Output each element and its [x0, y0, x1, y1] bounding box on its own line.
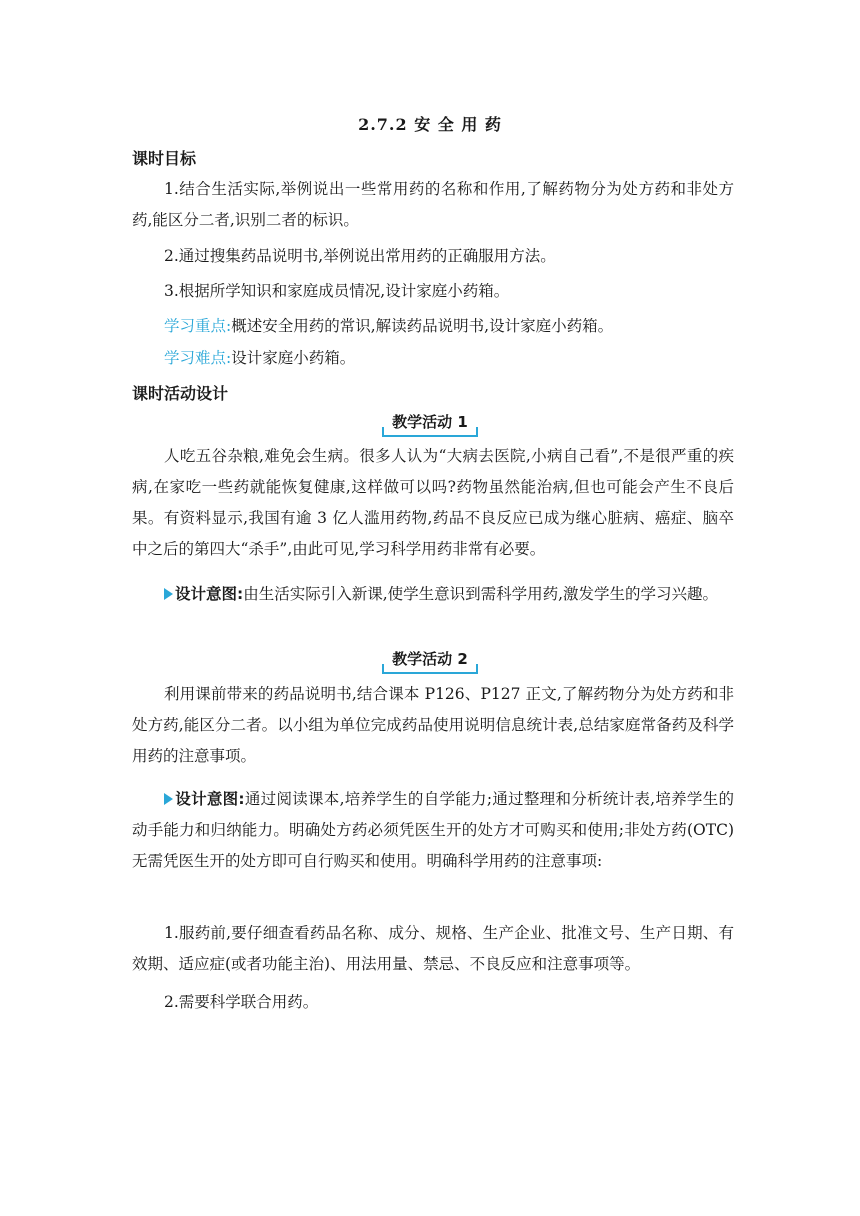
- learning-difficulty-label: 学习难点:: [164, 349, 232, 367]
- activity-2-header: [0, 648, 860, 674]
- activity-2-intent-label: 设计意图:: [175, 790, 245, 808]
- learning-difficulty: [164, 343, 355, 374]
- activity-1-header: [0, 411, 860, 437]
- activity-2-text: 利用课前带来的药品说明书,结合课本 P126、P127 正文,了解药物分为处方药和非处方药,能区分二者。以小组为单位完成药品使用说明信息统计表,总结家庭常备药及科学用药的注意事项。: [132, 685, 734, 765]
- objective-item-3: 3.根据所学知识和家庭成员情况,设计家庭小药箱。: [164, 282, 510, 300]
- section-heading-activities: 课时活动设计: [132, 384, 229, 403]
- activity-2-label: 教学活动 2: [384, 648, 476, 674]
- triangle-marker-icon: [164, 793, 173, 805]
- activity-1-intent: [132, 579, 734, 610]
- activity-1-label: 教学活动 1: [384, 411, 476, 437]
- activity-1-text: 人吃五谷杂粮,难免会生病。很多人认为“大病去医院,小病自己看”,不是很严重的疾病,在家吃一些药就能恢复健康,这样做可以吗?药物虽然能治病,但也可能会产生不良后果。有资料显示,我国有逾 3 亿人滥用药物,药品不良反应已成为继心脏病、癌症、脑卒中之后的第四大“杀手”,由此可见,学习科学用药非常有必要。: [132, 447, 734, 558]
- learning-focus-label: 学习重点:: [164, 317, 232, 335]
- activity-1-intent-label: 设计意图:: [175, 585, 244, 603]
- learning-focus-text: 概述安全用药的常识,解读药品说明书,设计家庭小药箱。: [231, 317, 614, 335]
- activity-2-intent-text: 通过阅读课本,培养学生的自学能力;通过整理和分析统计表,培养学生的动手能力和归纳能力。明确处方药必须凭医生开的处方才可购买和使用;非处方药(OTC)无需凭医生开的处方即可自行购买和使用。明确科学用药的注意事项:: [132, 790, 734, 870]
- activity-1-intent-text: 由生活实际引入新课,使学生意识到需科学用药,激发学生的学习兴趣。: [243, 585, 719, 603]
- activity-2-point-2: 2.需要科学联合用药。: [164, 993, 319, 1011]
- activity-2-intent: [132, 784, 734, 877]
- section-heading-objectives: 课时目标: [132, 149, 197, 168]
- objective-item-2: 2.通过搜集药品说明书,举例说出常用药的正确服用方法。: [164, 247, 556, 265]
- activity-2-point-1: 1.服药前,要仔细查看药品名称、成分、规格、生产企业、批准文号、生产日期、有效期、适应症(或者功能主治)、用法用量、禁忌、不良反应和注意事项等。: [132, 924, 734, 973]
- learning-difficulty-text: 设计家庭小药箱。: [231, 349, 356, 367]
- triangle-marker-icon: [164, 588, 173, 600]
- page-title: 2.7.2 安 全 用 药: [358, 115, 502, 134]
- learning-focus: [164, 311, 613, 342]
- objective-item-1: 1.结合生活实际,举例说出一些常用药的名称和作用,了解药物分为处方药和非处方药,能区分二者,识别二者的标识。: [132, 180, 734, 229]
